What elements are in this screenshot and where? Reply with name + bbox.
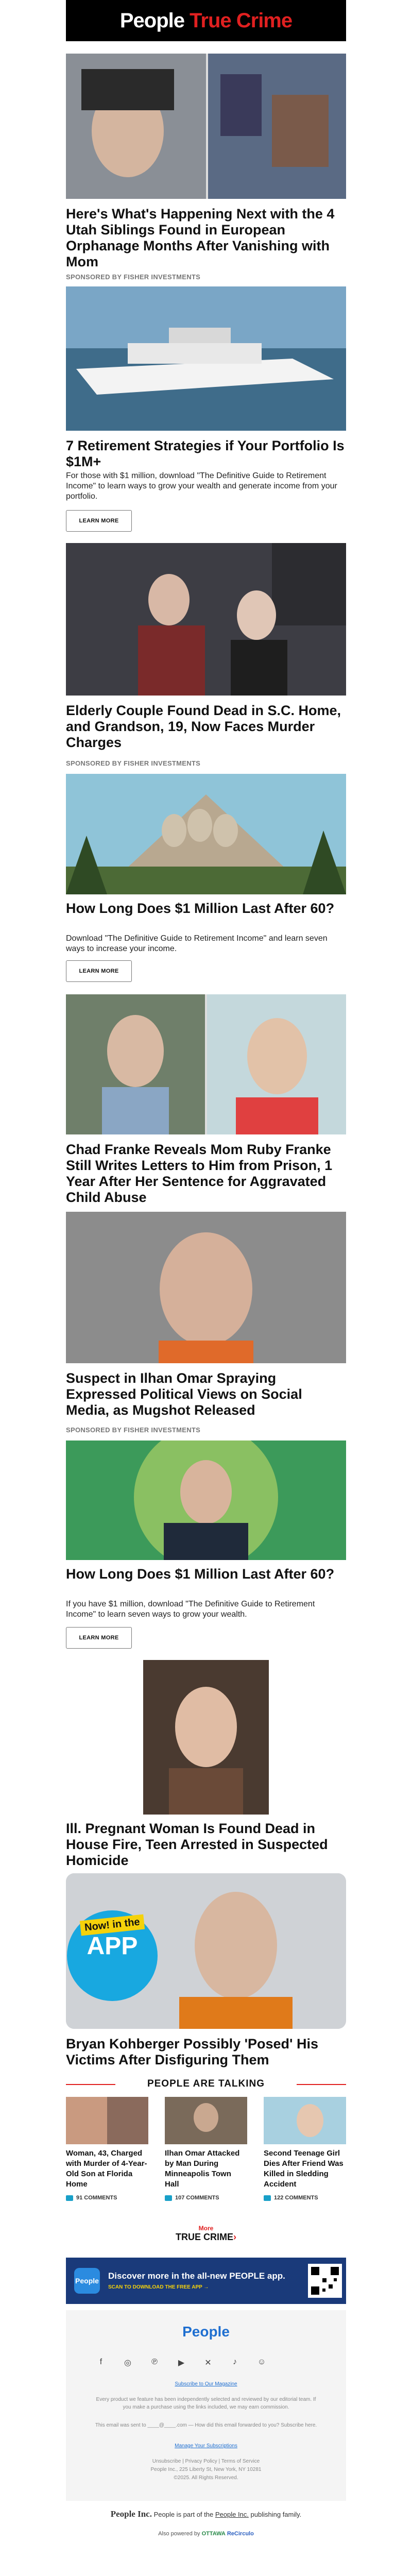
arrow-icon: › [233,2232,236,2242]
comment-count: 91 COMMENTS [76,2195,117,2201]
talking-item-comments[interactable] [165,2195,247,2201]
twitter-icon[interactable]: ✕ [204,2359,212,2367]
facebook-icon[interactable]: f [99,2358,102,2366]
article-headline[interactable]: Ill. Pregnant Woman Is Found Dead in House Fire, Teen Arrested in Suspected Homicide [66,1821,328,1868]
article-image-mugshot[interactable] [66,1212,346,1363]
comment-count: 107 COMMENTS [175,2195,219,2201]
article-image-franke[interactable] [66,994,346,1134]
youtube-icon[interactable]: ▶ [178,2359,185,2367]
comment-icon [165,2195,172,2201]
article-image-yachts[interactable] [66,286,346,431]
article-headline[interactable]: 7 Retirement Strategies if Your Portfolio Is $1M+ [66,438,345,469]
more-true-crime-link[interactable] [66,2225,346,2243]
footer-copyright: ©2025. All Rights Reserved. [174,2475,238,2481]
talking-item[interactable] [66,2097,148,2201]
app-badge-line2: APP [87,1933,138,1960]
instagram-icon[interactable]: ◎ [124,2359,131,2367]
talking-item-image[interactable] [165,2097,247,2144]
powered-brand-2[interactable]: ReCirculo [227,2531,254,2537]
article-description: If you have $1 million, download "The Definitive Guide to Retirement Income" to learn seven ways to grow your wealth. [66,1600,315,1619]
powered-by-line [66,2531,346,2537]
article-headline[interactable]: Suspect in Ilhan Omar Spraying Expressed Political Views on Social Media, as Mugshot Released [66,1370,302,1418]
sponsored-label: SPONSORED BY FISHER INVESTMENTS [66,273,201,281]
app-badge-line1: Now! in the [80,1914,145,1936]
comment-count: 122 COMMENTS [274,2195,318,2201]
subscribe-link[interactable]: Subscribe to Our Magazine [175,2381,237,2387]
article-image-kohberger[interactable] [66,1873,346,2029]
social-links [96,2358,267,2368]
comment-icon [264,2195,271,2201]
article-image-pregnant-woman[interactable] [143,1660,269,1815]
footer-links[interactable]: Unsubscribe | Privacy Policy | Terms of Service [152,2459,260,2464]
article-image-mount-rushmore[interactable] [66,774,346,894]
brand-logo[interactable] [66,9,346,32]
article-image-fisher-investments[interactable] [66,1440,346,1560]
article-headline[interactable]: Bryan Kohberger Possibly 'Posed' His Victims After Disfiguring Them [66,2036,318,2067]
powered-by-text: Also powered by [158,2531,200,2537]
footer-disclaimer: Every product we feature has been independently selected and reviewed by our editorial team. If you make a purchase using the links included, we may earn commission. [96,2397,316,2410]
article-description: Download "The Definitive Guide to Retirement Income" and learn seven ways to increase your income. [66,934,328,953]
brand-people: People [119,9,185,32]
publisher-text: People is part of the [153,2511,214,2518]
footer-address: People Inc., 225 Liberty St, New York, NY 10281 [150,2467,262,2472]
app-promo-cta[interactable]: SCAN TO DOWNLOAD THE FREE APP → [108,2284,209,2290]
app-promo-title: Discover more in the all-new PEOPLE app. [108,2271,285,2281]
article-headline[interactable]: How Long Does $1 Million Last After 60? [66,901,335,916]
talking-item-title[interactable]: Ilhan Omar Attacked by Man During Minneapolis Town Hall [165,2149,240,2189]
people-talking-heading: PEOPLE ARE TALKING [147,2078,265,2089]
comment-icon [66,2195,73,2201]
article-image-utah-siblings[interactable] [66,54,346,199]
snapchat-icon[interactable]: ☺ [257,2358,266,2366]
article-description: For those with $1 million, download "The Definitive Guide to Retirement Income" to learn ways to grow your wealth and generate income from your portfolio. [66,471,337,501]
publisher-link[interactable]: People Inc. [215,2511,249,2518]
learn-more-button[interactable]: LEARN MORE [66,1627,132,1649]
article-headline[interactable]: Elderly Couple Found Dead in S.C. Home, and Grandson, 19, Now Faces Murder Charges [66,703,341,750]
people-inc-logo[interactable]: People Inc. [110,2509,152,2519]
sponsored-label: SPONSORED BY FISHER INVESTMENTS [66,759,201,767]
article-image-elderly-couple[interactable] [66,543,346,696]
app-badge[interactable] [73,1918,151,1960]
people-app-icon: People [74,2268,100,2294]
pinterest-icon[interactable]: ℗ [151,2358,158,2366]
talking-item[interactable] [165,2097,247,2201]
talking-item-image[interactable] [66,2097,148,2144]
more-label: More [198,2225,214,2232]
article-headline[interactable]: How Long Does $1 Million Last After 60? [66,1566,335,1582]
powered-brand-1[interactable]: OTTAWA [201,2531,226,2537]
more-true-crime-label [66,2232,346,2243]
manage-subscriptions-link[interactable]: Manage Your Subscriptions [175,2443,237,2449]
article-headline[interactable]: Here's What's Happening Next with the 4 Utah Siblings Found in European Orphanage Months After Vanishing with Mom [66,206,335,269]
qr-code-icon[interactable] [308,2264,342,2298]
talking-item-title[interactable]: Second Teenage Girl Dies After Friend Was Killed in Sledding Accident [264,2149,344,2189]
app-promo-banner[interactable] [66,2258,346,2304]
tiktok-icon[interactable]: ♪ [233,2358,237,2366]
publisher-suffix: publishing family. [250,2511,302,2518]
learn-more-button[interactable]: LEARN MORE [66,510,132,532]
learn-more-button[interactable]: LEARN MORE [66,960,132,982]
footer-logo[interactable]: People [182,2324,230,2340]
publisher-line [66,2509,346,2519]
brand-true-crime: True Crime [190,9,293,32]
talking-item-comments[interactable] [66,2195,148,2201]
sponsored-label: SPONSORED BY FISHER INVESTMENTS [66,1426,201,1434]
article-headline[interactable]: Chad Franke Reveals Mom Ruby Franke Still Writes Letters to Him from Prison, 1 Year After Her Sentence for Aggravated Child Abuse [66,1142,333,1205]
talking-item[interactable] [264,2097,346,2201]
talking-item-image[interactable] [264,2097,346,2144]
email-header[interactable] [66,0,346,41]
talking-item-comments[interactable] [264,2195,346,2201]
more-true-crime-text: TRUE CRIME [176,2232,233,2242]
talking-item-title[interactable]: Woman, 43, Charged with Murder of 4-Year-Old Son at Florida Home [66,2149,147,2189]
footer-sent-to: This email was sent to ____@____.com — How did this email forwarded to you? Subscribe here. [95,2422,317,2428]
